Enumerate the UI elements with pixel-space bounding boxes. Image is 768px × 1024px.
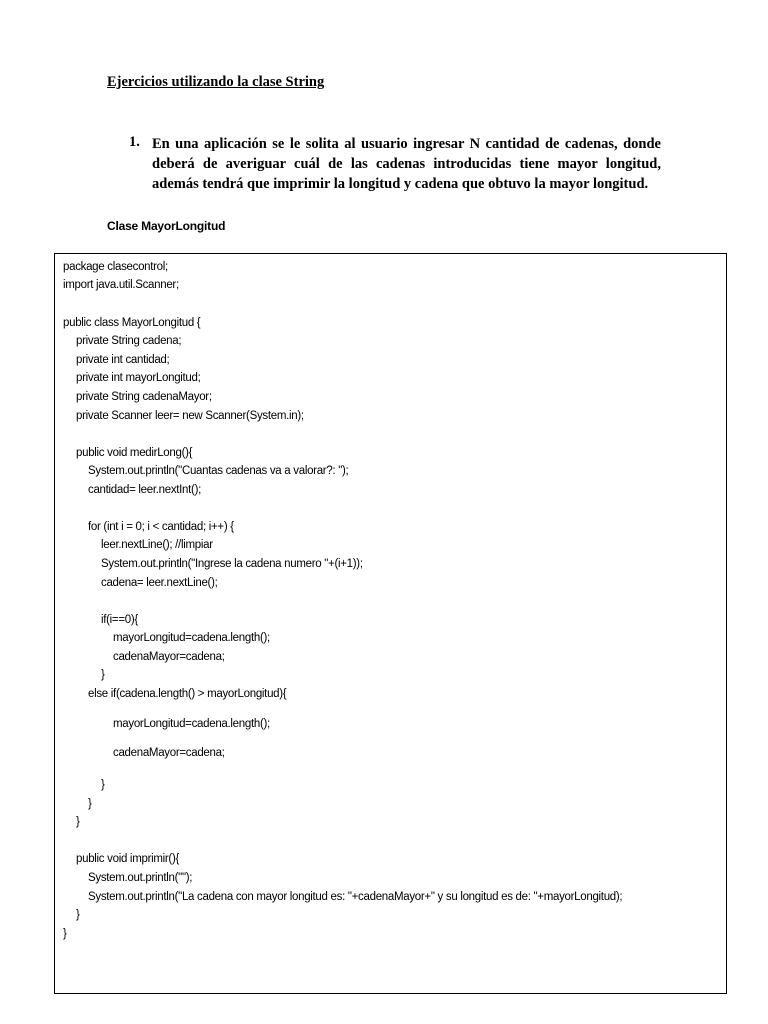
code-line: package clasecontrol; bbox=[63, 261, 168, 273]
code-line: cadenaMayor=cadena; bbox=[113, 651, 225, 663]
code-line: mayorLongitud=cadena.length(); bbox=[113, 632, 270, 644]
code-line: import java.util.Scanner; bbox=[63, 279, 179, 291]
code-line: leer.nextLine(); //limpiar bbox=[101, 539, 213, 551]
code-line: public void medirLong(){ bbox=[76, 447, 193, 459]
code-line: } bbox=[76, 909, 80, 921]
code-line: cadena= leer.nextLine(); bbox=[101, 577, 218, 589]
code-line: private String cadenaMayor; bbox=[76, 391, 212, 403]
code-line: private int cantidad; bbox=[76, 354, 170, 366]
code-line: System.out.println("La cadena con mayor longitud es: "+cadenaMayor+" y su longitud es de: "+mayorLongitud); bbox=[88, 891, 623, 903]
code-line: } bbox=[101, 779, 105, 791]
code-line: cantidad= leer.nextInt(); bbox=[88, 484, 202, 496]
code-line: mayorLongitud=cadena.length(); bbox=[113, 718, 270, 730]
code-line: System.out.println("Cuantas cadenas va a valorar?: "); bbox=[88, 465, 349, 477]
code-box bbox=[54, 253, 727, 994]
code-line: else if(cadena.length() > mayorLongitud){ bbox=[88, 688, 287, 700]
code-line: cadenaMayor=cadena; bbox=[113, 747, 225, 759]
code-line: System.out.println("Ingrese la cadena numero "+(i+1)); bbox=[101, 558, 363, 570]
exercise-number: 1. bbox=[129, 134, 140, 150]
code-line: } bbox=[76, 816, 80, 828]
code-line: if(i==0){ bbox=[101, 614, 138, 626]
code-line: public class MayorLongitud { bbox=[63, 317, 201, 329]
exercise-line: deberá de averiguar cuál de las cadenas introducidas tiene mayor longitud, bbox=[152, 156, 661, 172]
exercise-line: En una aplicación se le solita al usuario ingresar N cantidad de cadenas, donde bbox=[152, 136, 661, 152]
exercise-statement bbox=[152, 134, 661, 194]
code-line: } bbox=[101, 669, 105, 681]
code-line: private Scanner leer= new Scanner(System.in); bbox=[76, 410, 304, 422]
code-line: } bbox=[88, 798, 92, 810]
code-line: private String cadena; bbox=[76, 335, 182, 347]
code-line: } bbox=[63, 928, 67, 940]
code-line: for (int i = 0; i < cantidad; i++) { bbox=[88, 521, 234, 533]
exercise-line: además tendrá que imprimir la longitud y cadena que obtuvo la mayor longitud. bbox=[152, 176, 649, 192]
code-line: private int mayorLongitud; bbox=[76, 372, 201, 384]
class-label: Clase MayorLongitud bbox=[107, 219, 226, 233]
code-line: public void imprimir(){ bbox=[76, 853, 180, 865]
document-heading: Ejercicios utilizando la clase String bbox=[107, 74, 325, 90]
code-line: System.out.println(""); bbox=[88, 872, 193, 884]
